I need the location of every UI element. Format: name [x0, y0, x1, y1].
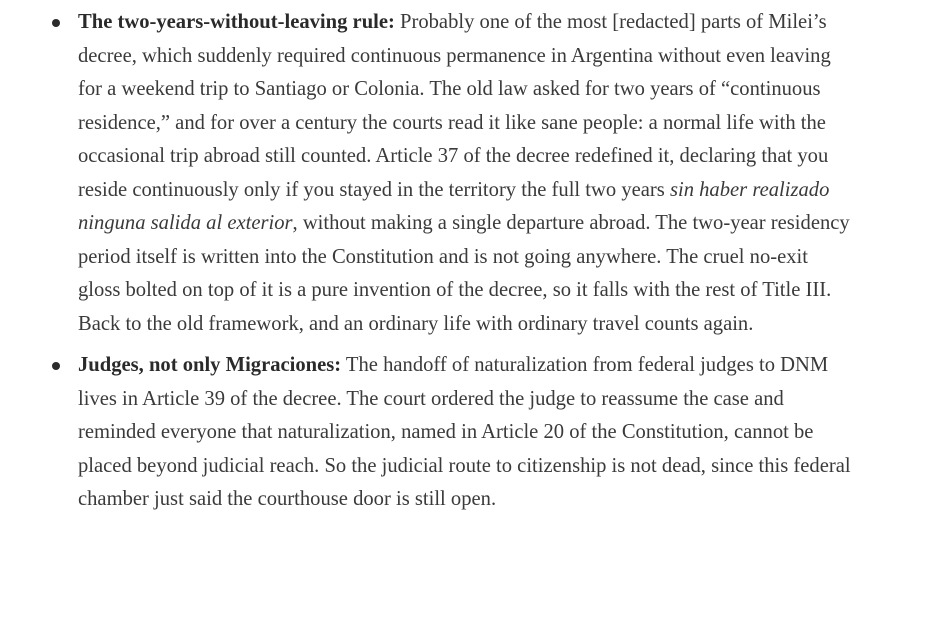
bullet-dot-icon [52, 362, 60, 370]
bullet-list [0, 6, 947, 517]
list-item-paragraph [78, 6, 851, 341]
list-item-text: The handoff of naturalization from federal judges to DNM lives in Article 39 of the decree. The court ordered the judge to reassume the case and reminded everyone that naturalization, named in Article 20 of the Constitution, cannot be placed beyond judicial reach. So the judicial route to citizenship is not dead, since this federal chamber just said the courthouse door is still open. [78, 354, 851, 510]
list-item-text: , without making a single departure abroad. The two-year residency period itself is written into the Constitution and is not going anywhere. The cruel no-exit gloss bolted on top of it is a pure invention of the decree, so it falls with the rest of Title III. Back to the old framework, and an ordinary life with ordinary travel counts again. [78, 212, 850, 335]
list-item-lead: The two-years-without-leaving rule: [78, 11, 395, 33]
list-item-paragraph [78, 349, 851, 517]
list-item-text: Probably one of the most [redacted] parts of Milei’s decree, which suddenly required continuous permanence in Argentina without even leaving for a weekend trip to Santiago or Colonia. The old law asked for two years of “continuous residence,” and for over a century the courts read it like sane people: a normal life with the occasional trip abroad still counted. Article 37 of the decree redefined it, declaring that you reside continuously only if you stayed in the territory the full two years [78, 11, 831, 201]
bullet-dot-icon [52, 19, 60, 27]
list-item-lead: Judges, not only Migraciones: [78, 354, 342, 376]
list-item-judges [0, 349, 947, 517]
list-item-italic-quote: sin haber realizado ninguna salida al exterior [78, 178, 830, 234]
article-body [0, 6, 947, 517]
list-item-two-years-rule [0, 6, 947, 341]
